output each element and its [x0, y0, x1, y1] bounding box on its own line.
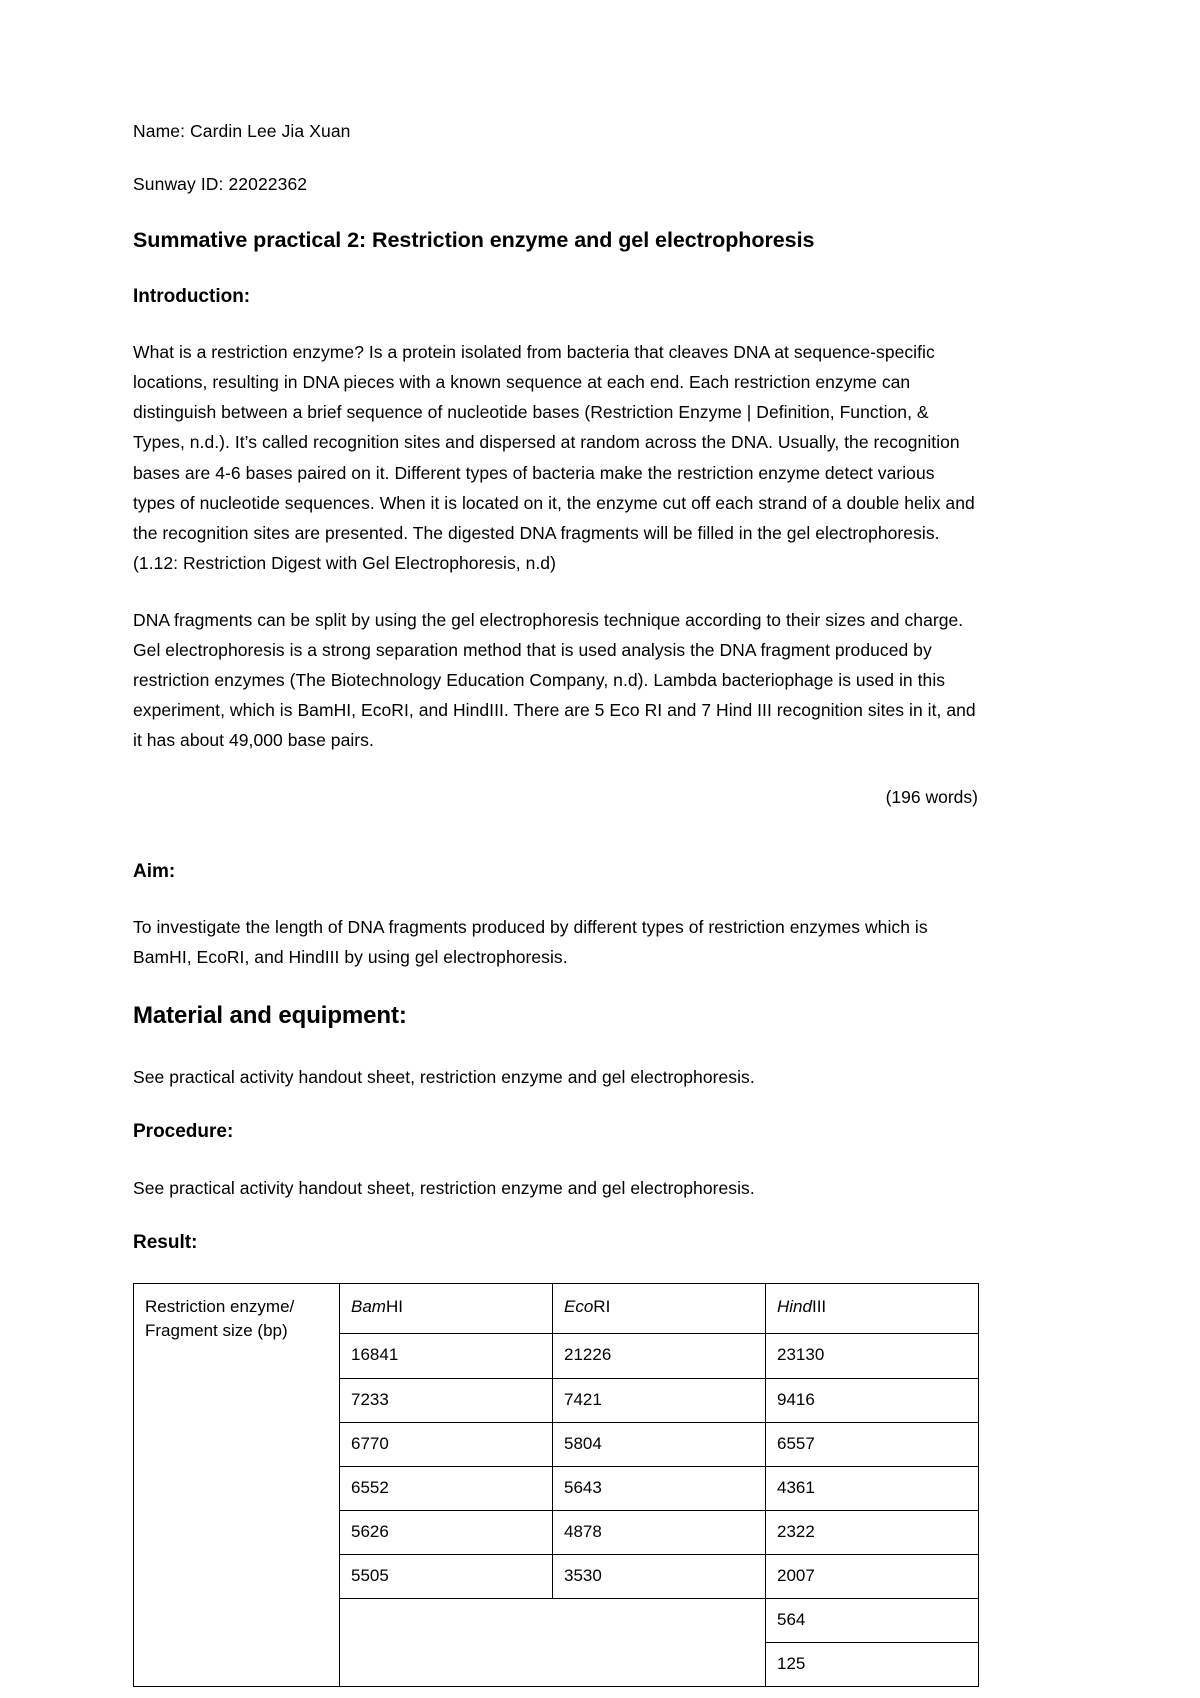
word-count: (196 words) [885, 787, 978, 808]
cell-eco-1: 7421 [553, 1378, 766, 1422]
aim-paragraph: To investigate the length of DNA fragments produced by different types of restriction enzymes which is BamHI, EcoRI, and HindIII by using gel electrophoresis. [133, 917, 928, 968]
ecori-rest-part: RI [593, 1297, 611, 1317]
cell-eco-0: 21226 [553, 1334, 766, 1378]
cell-hind-0: 23130 [766, 1334, 979, 1378]
cell-hind-1: 9416 [766, 1378, 979, 1422]
bamhi-rest-part: HI [385, 1297, 403, 1317]
cell-bam-4: 5626 [340, 1510, 553, 1554]
cell-bam-1: 7233 [340, 1378, 553, 1422]
table-header-label-cell [134, 1284, 340, 1687]
ecori-italic-part: Eco [564, 1297, 594, 1317]
result-table [133, 1283, 979, 1687]
document-body [133, 118, 978, 1687]
table-header-bamhi [340, 1284, 553, 1334]
table-header-label-line1: Restriction enzyme/ [145, 1297, 295, 1317]
procedure-paragraph: See practical activity handout sheet, restriction enzyme and gel electrophoresis. [133, 1177, 755, 1198]
cell-eco-4: 4878 [553, 1510, 766, 1554]
student-name-line: Name: Cardin Lee Jia Xuan [133, 121, 351, 141]
cell-bam-0: 16841 [340, 1334, 553, 1378]
cell-hind-5: 2007 [766, 1555, 979, 1599]
cell-eco-2: 5804 [553, 1422, 766, 1466]
hindiii-rest-part: III [811, 1297, 827, 1317]
cell-bam-3: 6552 [340, 1466, 553, 1510]
document-title: Summative practical 2: Restriction enzyme and gel electrophoresis [133, 227, 815, 252]
material-heading: Material and equipment: [133, 1002, 407, 1030]
table-header-ecori [553, 1284, 766, 1334]
material-paragraph: See practical activity handout sheet, restriction enzyme and gel electrophoresis. [133, 1066, 755, 1087]
introduction-paragraph-1: What is a restriction enzyme? Is a protein isolated from bacteria that cleaves DNA at sequence-specific locations, resulting in DNA pieces with a known sequence at each end. Each restriction enzyme can distinguish between a brief sequence of nucleotide bases (Restriction Enzyme | Definition, Function, & Types, n.d.). It’s called recognition sites and dispersed at random across the DNA. Usually, the recognition bases are 4-6 bases paired on it. Different types of bacteria make the restriction enzyme detect various types of nucleotide sequences. When it is located on it, the enzyme cut off each strand of a double helix and the recognition sites are presented. The digested DNA fragments will be filled in the gel electrophoresis. (1.12: Restriction Digest with Gel Electrophoresis, n.d) [133, 342, 975, 573]
bamhi-italic-part: Bam [351, 1297, 386, 1317]
student-id-line: Sunway ID: 22022362 [133, 174, 308, 195]
aim-heading: Aim: [133, 860, 176, 882]
cell-hind-7: 125 [766, 1643, 979, 1687]
table-header-label-line2: Fragment size (bp) [145, 1321, 288, 1341]
result-heading: Result: [133, 1231, 198, 1253]
cell-merged-empty [340, 1599, 766, 1687]
cell-hind-3: 4361 [766, 1466, 979, 1510]
introduction-heading: Introduction: [133, 285, 251, 307]
cell-hind-6: 564 [766, 1599, 979, 1643]
introduction-paragraph-2: DNA fragments can be split by using the gel electrophoresis technique according to their sizes and charge. Gel electrophoresis is a strong separation method that is used analysis the DNA fragment produced by restriction enzymes (The Biotechnology Education Company, n.d). Lambda bacteriophage is used in this experiment, which is BamHI, EcoRI, and HindIII. There are 5 Eco RI and 7 Hind III recognition sites in it, and it has about 49,000 base pairs. [133, 609, 976, 751]
cell-bam-2: 6770 [340, 1422, 553, 1466]
result-table-body [134, 1284, 979, 1687]
cell-eco-3: 5643 [553, 1466, 766, 1510]
cell-bam-5: 5505 [340, 1555, 553, 1599]
cell-hind-4: 2322 [766, 1510, 979, 1554]
table-header-row [134, 1284, 979, 1334]
procedure-heading: Procedure: [133, 1120, 234, 1142]
cell-hind-2: 6557 [766, 1422, 979, 1466]
table-header-hindiii [766, 1284, 979, 1334]
hindiii-italic-part: Hind [777, 1297, 812, 1317]
cell-eco-5: 3530 [553, 1555, 766, 1599]
